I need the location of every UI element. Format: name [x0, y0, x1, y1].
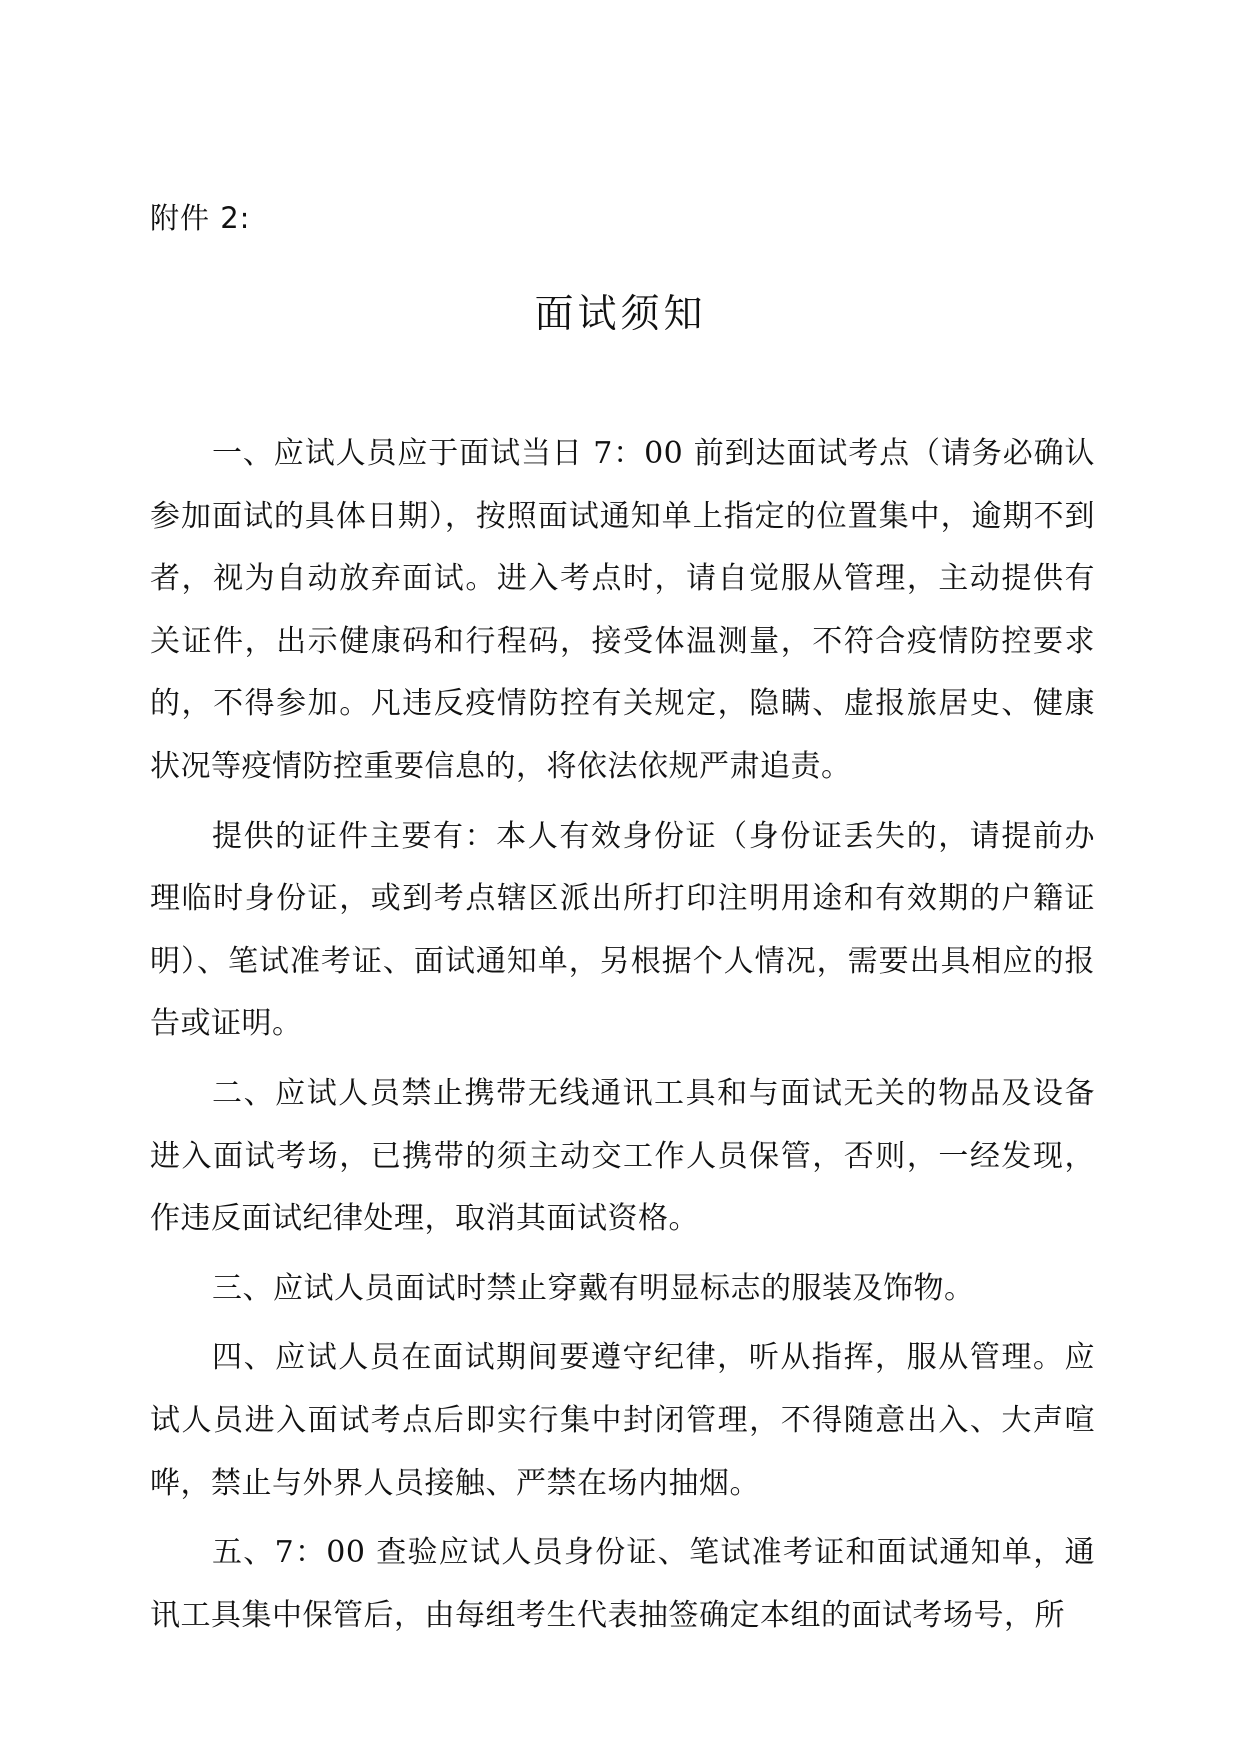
- paragraph-dress-code: 三、应试人员面试时禁止穿戴有明显标志的服装及饰物。: [212, 1270, 975, 1306]
- paragraph-required-documents: 提供的证件主要有：本人有效身份证（身份证丢失的，请提前办理临时身份证，或到考点辖区派出所打印注明用途和有效期的户籍证明）、笔试准考证、面试通知单，另根据个人情况，需要出具相应的报告或证明。: [150, 818, 1095, 1042]
- paragraph-verification: 五、7：00 查验应试人员身份证、笔试准考证和面试通知单，通讯工具集中保管后，由每组考生代表抽签确定本组的面试考场号，所: [150, 1535, 1095, 1633]
- attachment-label: 附件 2:: [150, 201, 251, 235]
- paragraph-discipline: 四、应试人员在面试期间要遵守纪律，听从指挥，服从管理。应试人员进入面试考点后即实行集中封闭管理，不得随意出入、大声喧哗，禁止与外界人员接触、严禁在场内抽烟。: [150, 1340, 1095, 1501]
- page-title: 面试须知: [534, 292, 707, 337]
- document-body: [150, 423, 1095, 1654]
- paragraph-prohibited-items: 二、应试人员禁止携带无线通讯工具和与面试无关的物品及设备进入面试考场，已携带的须主动交工作人员保管，否则，一经发现，作违反面试纪律处理，取消其面试资格。: [150, 1075, 1095, 1237]
- paragraph-arrival-rules: 一、应试人员应于面试当日 7：00 前到达面试考点（请务必确认参加面试的具体日期），按照面试通知单上指定的位置集中，逾期不到者，视为自动放弃面试。进入考点时，请自觉服从管理，主动提供有关证件，出示健康码和行程码，接受体温测量，不符合疫情防控要求的，不得参加。凡违反疫情防控有关规定，隐瞒、虚报旅居史、健康状况等疫情防控重要信息的，将依法依规严肃追责。: [150, 436, 1095, 784]
